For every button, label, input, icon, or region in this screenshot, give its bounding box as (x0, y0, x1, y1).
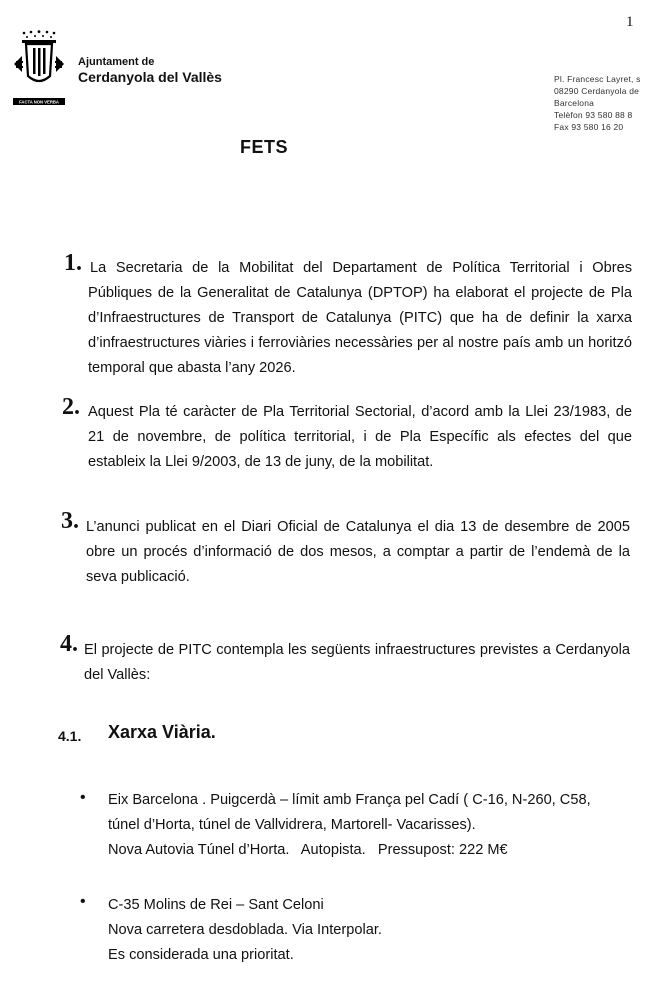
list-item (108, 788, 591, 863)
fact-number: 4. (60, 631, 78, 657)
address-line: 08290 Cerdanyola de (554, 86, 640, 96)
address-line: Fax 93 580 16 20 (554, 122, 624, 132)
section-heading: FETS (240, 137, 289, 157)
fact-number: 2. (62, 394, 80, 420)
fact-number: 1. (64, 250, 82, 276)
address-line: Pl. Francesc Layret, s (554, 74, 641, 84)
page-number: 1 (626, 14, 634, 30)
list-item-line: Nova Autovia Túnel d’Horta. Autopista. Pressupost: 222 M€ (108, 842, 508, 858)
fact-paragraph: L’anunci publicat en el Diari Oficial de Catalunya el dia 13 de desembre de 2005 obre un procés d’informació de dos mesos, a comptar a partir de l’endemà de la seva publicació. (86, 519, 630, 585)
list-item (108, 893, 382, 968)
address-line: Barcelona (554, 98, 595, 108)
list-item-line: C-35 Molins de Rei – Sant Celoni (108, 897, 324, 913)
logo-motto: FACTA NON VERBA (19, 99, 59, 105)
list-item-line: Es considerada una prioritat. (108, 947, 294, 963)
address-block (554, 73, 641, 133)
fact-number: 3. (61, 508, 79, 534)
bullet-icon: • (80, 893, 86, 910)
subsection-number: 4.1. (58, 728, 82, 744)
list-item-line: Eix Barcelona . Puigcerdà – límit amb França pel Cadí ( C-16, N-260, C58, (108, 792, 591, 808)
fact-paragraph: Aquest Pla té caràcter de Pla Territorial Sectorial, d’acord amb la Llei 23/1983, de 21 de novembre, de política territorial, i de Pla Específic als efectes del que estableix la Llei 9/2003, de 13 de juny, de la mobilitat. (88, 404, 632, 470)
subsection-title: Xarxa Viària. (108, 722, 216, 742)
fact-paragraph: El projecte de PITC contempla les següents infraestructures previstes a Cerdanyola del Vallès: (84, 642, 630, 683)
org-name-line2: Cerdanyola del Vallès (78, 69, 222, 85)
city-crest-logo (12, 30, 66, 106)
list-item-line: túnel d’Horta, túnel de Vallvidrera, Martorell- Vacarisses). (108, 817, 476, 833)
org-name-line1: Ajuntament de (78, 56, 155, 68)
address-line: Telèfon 93 580 88 8 (554, 110, 633, 120)
list-item-line: Nova carretera desdoblada. Via Interpolar. (108, 922, 382, 938)
bullet-icon: • (80, 789, 86, 806)
fact-paragraph: La Secretaria de la Mobilitat del Departament de Política Territorial i Obres Públiques de la Generalitat de Catalunya (DPTOP) ha elaborat el projecte de Pla d’Infraestructures de Transport de Catalunya (PITC) que ha de definir la xarxa d’infraestructures viàries i ferroviàries necessàries per al nostre país amb un horitzó temporal que abasta l’any 2026. (88, 260, 632, 376)
